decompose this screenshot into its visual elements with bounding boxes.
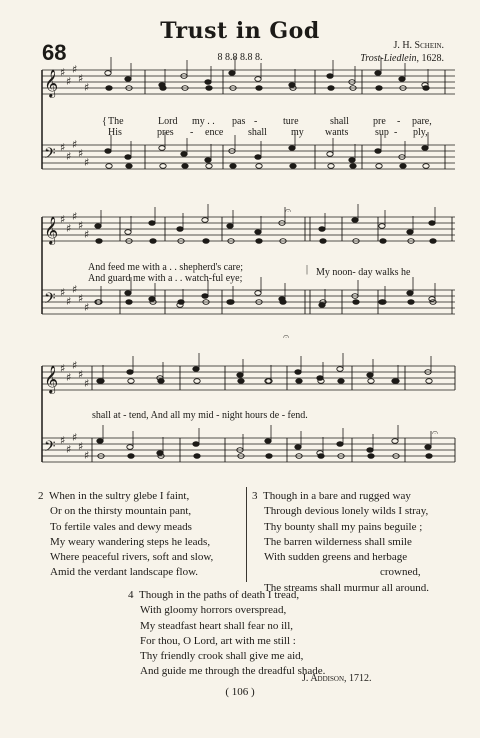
sharp-icon: ♯ (72, 431, 78, 444)
note-head (318, 454, 324, 459)
note-head (376, 164, 382, 169)
sharp-icon: ♯ (60, 362, 66, 375)
note-head (426, 379, 432, 384)
lyric-brace: { (102, 116, 107, 127)
sharp-icon: ♯ (60, 141, 66, 154)
note-head (320, 239, 326, 244)
text-attribution: J. Addison, 1712. (302, 673, 372, 684)
note-head (125, 155, 131, 160)
stanza-divider (246, 487, 247, 582)
fermata-icon: 𝄐 (432, 426, 439, 439)
note-head (422, 146, 428, 151)
sharp-icon: ♯ (78, 440, 84, 453)
staff-2-1 (42, 217, 455, 241)
note-head (206, 86, 212, 91)
note-head (327, 152, 333, 157)
note-head (407, 291, 413, 296)
sharp-icon: ♯ (60, 213, 66, 226)
hymn-number: 68 (42, 40, 67, 65)
treble-clef-icon: 𝄞 (44, 216, 59, 244)
note-head (202, 294, 208, 299)
staff-1-1 (42, 70, 455, 94)
note-head (160, 86, 166, 91)
stanza-number: 4 (128, 589, 134, 601)
note-head (181, 152, 187, 157)
sharp-icon: ♯ (66, 150, 72, 163)
note-head (367, 373, 373, 378)
note-head (367, 448, 373, 453)
note-head (338, 379, 344, 384)
note-head (160, 164, 166, 169)
note-head (376, 86, 382, 91)
hymn-title: Trust in God (160, 18, 320, 44)
sharp-icon: ♯ (78, 368, 84, 381)
stanza-number: 3 (252, 490, 258, 502)
note-head (392, 439, 398, 444)
note-head (237, 373, 243, 378)
note-head (125, 230, 131, 235)
sharp-icon: ♯ (66, 443, 72, 456)
note-head (158, 379, 164, 384)
sharp-icon: ♯ (66, 295, 72, 308)
bass-clef-icon: 𝄢 (44, 290, 56, 311)
system3-lyrics: shall at - tend, And all my mid - night hours de - fend. (92, 410, 308, 421)
tune-name: Trost-Liedlein (360, 53, 417, 64)
sharp-icon: ♯ (66, 75, 72, 88)
note-head (202, 218, 208, 223)
note-head (96, 239, 102, 244)
note-head (126, 300, 132, 305)
note-head (328, 86, 334, 91)
note-head (380, 239, 386, 244)
tune-year: 1628. (421, 53, 444, 64)
note-head (280, 300, 286, 305)
system2-lyrics-line2: And guard me with a . . watch-ful eye; (88, 273, 243, 284)
note-head (127, 370, 133, 375)
sharp-icon: ♯ (78, 219, 84, 232)
note-head (125, 77, 131, 82)
sharp-icon: ♯ (84, 228, 90, 241)
note-head (193, 442, 199, 447)
sharp-icon: ♯ (66, 371, 72, 384)
note-head (399, 77, 405, 82)
note-head (425, 445, 431, 450)
note-head (105, 149, 111, 154)
system2-continuation: My noon- day walks he (316, 267, 411, 278)
note-head (393, 379, 399, 384)
stanza-4: 4 Though in the paths of death I tread, With gloomy horrors overspread, My steadfast heart shall fear no ill, For thou, O Lord, art with me still : Thy friendly crook shall give me aid, And guide me through the dreadful shade. (128, 589, 326, 678)
note-head (229, 71, 235, 76)
note-head (150, 239, 156, 244)
note-head (194, 379, 200, 384)
treble-clef-icon: 𝄞 (44, 365, 59, 393)
sharp-icon: ♯ (60, 434, 66, 447)
note-head (379, 224, 385, 229)
meter: 8 8.8 8.8 8. (217, 52, 263, 63)
lyric-bracket: | (306, 264, 309, 275)
note-head (407, 230, 413, 235)
note-head (106, 86, 112, 91)
note-head (430, 239, 436, 244)
note-head (295, 445, 301, 450)
note-head (177, 227, 183, 232)
stanza-number: 2 (38, 490, 44, 502)
note-head (238, 379, 244, 384)
note-head (295, 370, 301, 375)
sharp-icon: ♯ (84, 377, 90, 390)
note-head (230, 164, 236, 169)
page-number: ( 106 ) (225, 686, 255, 698)
note-head (255, 77, 261, 82)
sharp-icon: ♯ (78, 147, 84, 160)
staff-3-1 (42, 366, 455, 390)
fermata-icon: 𝄐 (285, 204, 292, 217)
sharp-icon: ♯ (72, 63, 78, 76)
sharp-icon: ♯ (72, 283, 78, 296)
note-head (296, 379, 302, 384)
note-head (265, 439, 271, 444)
note-head (193, 367, 199, 372)
sharp-icon: ♯ (60, 66, 66, 79)
bass-clef-icon: 𝄢 (44, 438, 56, 459)
note-head (375, 149, 381, 154)
note-head (127, 445, 133, 450)
note-head (423, 164, 429, 169)
note-head (149, 221, 155, 226)
note-head (203, 239, 209, 244)
system2-lyrics-line1: And feed me with a . . shepherd's care; (88, 262, 244, 273)
note-head (178, 300, 184, 305)
note-head (128, 454, 134, 459)
note-head (95, 224, 101, 229)
note-head (289, 146, 295, 151)
bass-clef-icon: 𝄢 (44, 145, 56, 166)
note-head (98, 379, 104, 384)
note-head (429, 221, 435, 226)
note-head (128, 379, 134, 384)
note-head (105, 71, 111, 76)
staff-2-2 (42, 290, 455, 314)
treble-clef-icon: 𝄞 (44, 69, 59, 97)
sharp-icon: ♯ (60, 286, 66, 299)
note-head (106, 164, 112, 169)
sharp-icon: ♯ (72, 210, 78, 223)
composer: J. H. Schein. (393, 40, 444, 51)
sharp-icon: ♯ (66, 222, 72, 235)
note-head (426, 454, 432, 459)
note-head (368, 379, 374, 384)
note-head (97, 439, 103, 444)
note-head (182, 164, 188, 169)
note-head (349, 158, 355, 163)
note-head (126, 164, 132, 169)
staff-3-2 (42, 438, 455, 462)
note-head (352, 218, 358, 223)
note-head (327, 74, 333, 79)
note-head (290, 164, 296, 169)
note-head (194, 454, 200, 459)
note-head (368, 454, 374, 459)
sharp-icon: ♯ (78, 72, 84, 85)
note-head (256, 239, 262, 244)
stanza-2: 2 When in the sultry glebe I faint, Or on the thirsty mountain pant, To fertile vales and dewy meads My weary wandering steps he leads, Where peaceful rivers, soft and slow, Amid the verdant landscape flow. (38, 490, 214, 579)
sharp-icon: ♯ (84, 449, 90, 462)
note-head (125, 291, 131, 296)
note-head (255, 291, 261, 296)
sharp-icon: ♯ (78, 292, 84, 305)
note-head (350, 164, 356, 169)
note-head (205, 158, 211, 163)
note-head (228, 300, 234, 305)
note-head (375, 71, 381, 76)
fermata-icon: 𝄐 (283, 330, 290, 343)
note-head (400, 164, 406, 169)
stanza-3: 3 Though in a bare and rugged way Through devious lonely wilds I stray, Thy bounty shall my pains beguile ; The barren wilderness shall smile With sudden greens and herbage crowned, The streams shall murmur all around. (252, 490, 429, 594)
note-head (227, 224, 233, 229)
sharp-icon: ♯ (84, 81, 90, 94)
sharp-icon: ♯ (84, 156, 90, 169)
note-head (408, 300, 414, 305)
staff-1-2 (42, 145, 455, 169)
note-head (337, 442, 343, 447)
note-head (255, 230, 261, 235)
sharp-icon: ♯ (72, 138, 78, 151)
note-head (256, 86, 262, 91)
note-head (255, 155, 261, 160)
note-head (423, 86, 429, 91)
sharp-icon: ♯ (84, 301, 90, 314)
note-head (353, 300, 359, 305)
note-head (206, 164, 212, 169)
note-head (159, 146, 165, 151)
note-head (337, 367, 343, 372)
tune-attribution: Trost-Liedlein, 1628. (360, 53, 444, 64)
note-head (328, 164, 334, 169)
note-head (205, 80, 211, 85)
note-head (319, 227, 325, 232)
note-head (256, 164, 262, 169)
sharp-icon: ♯ (72, 359, 78, 372)
note-head (266, 454, 272, 459)
